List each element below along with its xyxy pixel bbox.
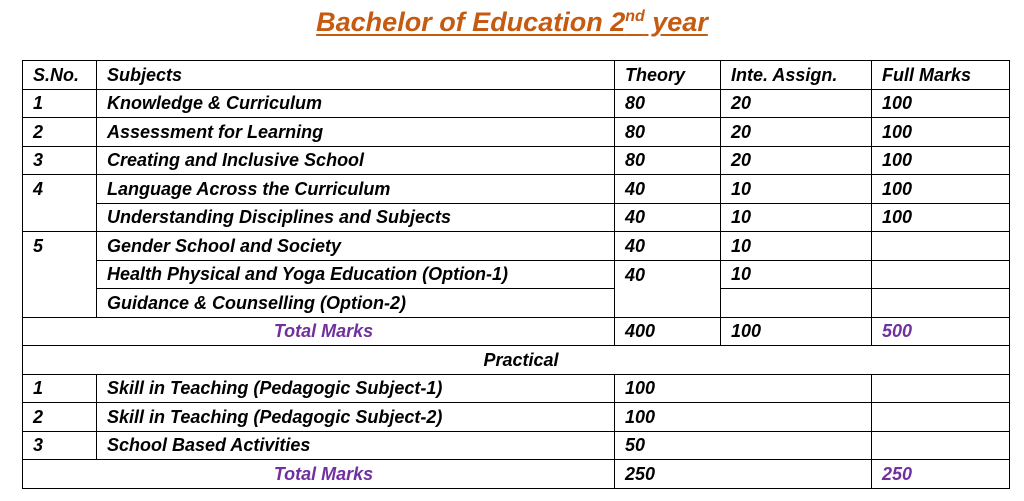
title-superscript: nd <box>625 8 645 25</box>
table-row <box>23 431 1010 460</box>
ia-cell: 20 <box>721 146 872 175</box>
full-marks-cell <box>872 232 1010 261</box>
table-row <box>23 374 1010 403</box>
full-marks-cell <box>872 403 1010 432</box>
table-row <box>23 146 1010 175</box>
table-row <box>23 175 1010 204</box>
ia-cell: 10 <box>721 232 872 261</box>
practical-total-row <box>23 460 1010 489</box>
total-theory: 400 <box>615 317 721 346</box>
total-ia: 100 <box>721 317 872 346</box>
practical-heading: Practical <box>23 346 1010 375</box>
full-marks-cell <box>872 289 1010 318</box>
header-full-marks: Full Marks <box>872 61 1010 90</box>
table-row <box>23 232 1010 261</box>
full-marks-cell: 100 <box>872 146 1010 175</box>
table-row <box>23 89 1010 118</box>
sno-cell: 1 <box>23 374 97 403</box>
header-sno: S.No. <box>23 61 97 90</box>
title-text <box>316 7 708 37</box>
subject-cell: Language Across the Curriculum <box>97 175 615 204</box>
theory-cell: 40 <box>615 203 721 232</box>
full-marks-cell: 100 <box>872 118 1010 147</box>
sno-cell: 1 <box>23 89 97 118</box>
subject-cell: Guidance & Counselling (Option-2) <box>97 289 615 318</box>
total-marks-label: Total Marks <box>23 317 615 346</box>
title-tail: year <box>644 7 708 37</box>
practical-total-theory: 250 <box>615 460 872 489</box>
practical-heading-row <box>23 346 1010 375</box>
sno-cell: 4 <box>23 175 97 232</box>
header-internal-assignment: Inte. Assign. <box>721 61 872 90</box>
ia-cell: 10 <box>721 175 872 204</box>
subject-cell: Knowledge & Curriculum <box>97 89 615 118</box>
sno-cell: 2 <box>23 403 97 432</box>
full-marks-cell <box>872 260 1010 289</box>
theory-cell: 100 <box>615 374 872 403</box>
table-row <box>23 403 1010 432</box>
table-row <box>23 289 1010 318</box>
theory-cell: 80 <box>615 89 721 118</box>
subject-cell: Understanding Disciplines and Subjects <box>97 203 615 232</box>
theory-cell: 80 <box>615 118 721 147</box>
subject-cell: Health Physical and Yoga Education (Option-1) <box>97 260 615 289</box>
theory-cell: 80 <box>615 146 721 175</box>
table-row <box>23 203 1010 232</box>
ia-cell: 20 <box>721 118 872 147</box>
theory-cell: 40 <box>615 232 721 261</box>
practical-total-full: 250 <box>872 460 1010 489</box>
subject-cell: Skill in Teaching (Pedagogic Subject-2) <box>97 403 615 432</box>
full-marks-cell: 100 <box>872 203 1010 232</box>
title-main: Bachelor of Education 2 <box>316 7 626 37</box>
sno-cell: 5 <box>23 232 97 318</box>
sno-cell: 2 <box>23 118 97 147</box>
sno-cell: 3 <box>23 431 97 460</box>
full-marks-cell: 100 <box>872 89 1010 118</box>
ia-cell: 10 <box>721 260 872 289</box>
subject-cell: Assessment for Learning <box>97 118 615 147</box>
total-full-marks: 500 <box>872 317 1010 346</box>
page-title <box>0 4 1024 40</box>
full-marks-cell <box>872 431 1010 460</box>
subject-cell: Skill in Teaching (Pedagogic Subject-1) <box>97 374 615 403</box>
subject-cell: School Based Activities <box>97 431 615 460</box>
subject-cell: Creating and Inclusive School <box>97 146 615 175</box>
ia-cell: 20 <box>721 89 872 118</box>
subject-cell: Gender School and Society <box>97 232 615 261</box>
total-row <box>23 317 1010 346</box>
table-row <box>23 118 1010 147</box>
full-marks-cell <box>872 374 1010 403</box>
header-subjects: Subjects <box>97 61 615 90</box>
ia-cell <box>721 289 872 318</box>
practical-total-label: Total Marks <box>23 460 615 489</box>
table-row <box>23 260 1010 289</box>
theory-cell: 50 <box>615 431 872 460</box>
theory-cell: 100 <box>615 403 872 432</box>
theory-cell: 40 <box>615 260 721 317</box>
header-row <box>23 61 1010 90</box>
marks-table <box>22 60 1010 489</box>
full-marks-cell: 100 <box>872 175 1010 204</box>
theory-cell: 40 <box>615 175 721 204</box>
ia-cell: 10 <box>721 203 872 232</box>
sno-cell: 3 <box>23 146 97 175</box>
header-theory: Theory <box>615 61 721 90</box>
